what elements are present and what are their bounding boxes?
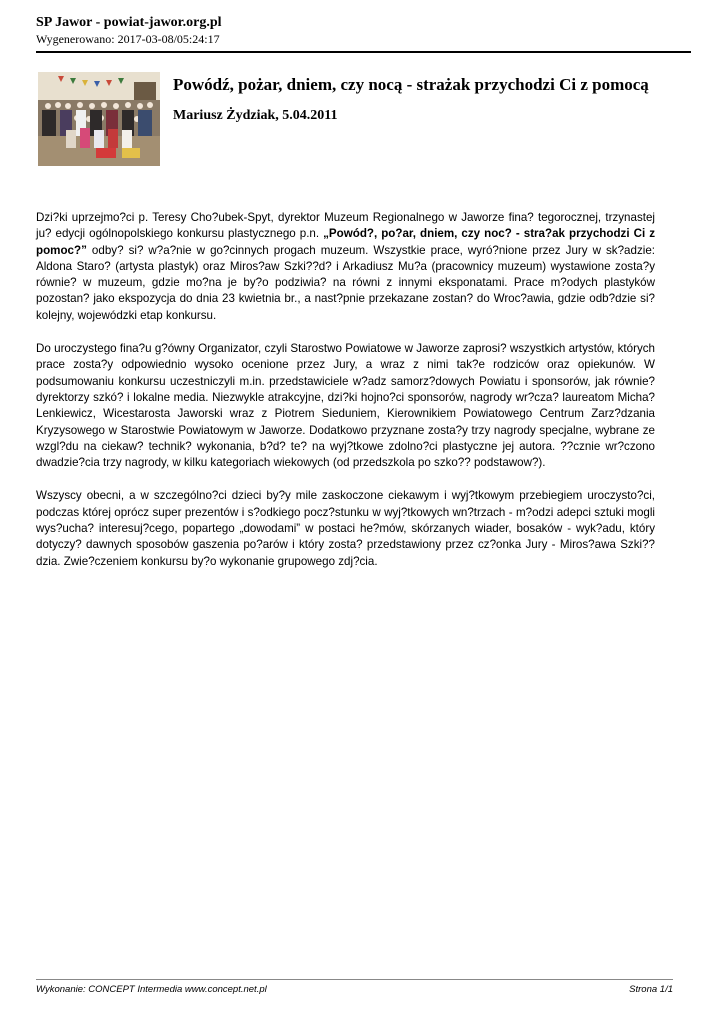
article-body: [36, 210, 655, 587]
header-divider: [36, 51, 691, 53]
paragraph-3: Wszyscy obecni, a w szczególno?ci dzieci by?y mile zaskoczone ciekawym i wyj?tkowym przebiegiem uroczysto?ci, podczas której oprócz super prezentów i s?odkiego pocz?stunku w wyj?tkowych wn?trzach - m?odzi adepci sztuki mogli wys?ucha? interesuj?cego, popartego „dowodami” w postaci he?mów, skórzanych wiader, bosaków - wyk?adu, który dotyczy? dawnych sposobów gaszenia po?arów i który zosta? przedstawiony przez cz?onka Jury - Miros?awa Szki??dzia. Zwie?czeniem konkursu by?o wykonanie grupowego zdj?cia.: [36, 489, 655, 568]
generated-timestamp: Wygenerowano: 2017-03-08/05:24:17: [36, 32, 220, 46]
article-photo: [38, 72, 160, 166]
paragraph-2: Do uroczystego fina?u g?ówny Organizator, czyli Starostwo Powiatowe w Jaworze zaprosi? wszystkich artystów, których prace zosta?y odpowiednio wysoko ocenione przez Jury, a wraz z nimi tak?e rodziców oraz opiekunów. W podsumowaniu konkursu uczestniczyli m.in. przedstawiciele w?adz samorz?dowych Powiatu i sponsorów, jak równie? dyrektorzy szkó? i lokalne media. Niezwykle atrakcyjne, dzi?ki hojno?ci sponsorów, nagrody wr?cza? laureatom Micha? Lenkiewicz, Wicestarosta Jaworski wraz z Piotrem Sieduniem, Kierownikiem Powiatowego Centrum Zarz?dzania Kryzysowego w Starostwie Powiatowym w Jaworze. Dodatkowo przyznane zosta?y trzy nagrody specjalne, wybrane ze wzgl?du na ciekaw? technik? wykonania, b?d? te? na wyj?tkowe zdolno?ci plastyczne jej autora. ??cznie wr?czono dwadzie?cia trzy nagrody, w kilku kategoriach wiekowych (od przedszkola po szko?? podstawow?).: [36, 342, 655, 470]
contest-title-bold: „Powód?, po?ar, dniem, czy noc? - stra?ak przychodzi Ci z pomoc?”: [36, 227, 655, 257]
paragraph-1: [36, 210, 655, 324]
page-header: [36, 14, 691, 47]
paragraph-1-end: odby? si? w?a?nie w go?cinnych progach muzeum. Wszystkie prace, wyró?nione przez Jury w sk?adzie: Aldona Staro? (artysta plastyk) oraz Miros?aw Szki??d? i Arkadiusz Mu?a (pracownicy muzeum) wystawione zosta?y równie? w muzeum, gdzie mo?na je by?o podziwia? na równi z innymi eksponatami. Prace m?odych plastyków pozostan? jako ekspozycja do dnia 23 kwietnia br., a nast?pnie przekazane zostan? do Wroc?awia, gdzie odb?dzie si? kolejny, wojewódzki etap konkursu.: [36, 243, 655, 322]
article-title: Powódź, pożar, dniem, czy nocą - strażak przychodzi Ci z pomocą: [173, 75, 649, 94]
paragraph-1-start: Dzi?ki uprzejmo?ci p. Teresy Cho?ubek-Spyt, dyrektor Muzeum Regionalnego w Jaworze fina? tegorocznej, trzynastej ju? edycji ogólnopolskiego konkursu plastycznego p.n.: [36, 211, 655, 241]
author-date: Mariusz Żydziak, 5.04.2011: [173, 108, 338, 123]
footer-divider: [36, 979, 673, 980]
page-number: Strona 1/1: [629, 984, 673, 995]
footer-credit: Wykonanie: CONCEPT Intermedia www.concept.net.pl: [36, 984, 267, 995]
article-title-block: [173, 74, 673, 124]
site-title: SP Jawor - powiat-jawor.org.pl: [36, 15, 222, 30]
